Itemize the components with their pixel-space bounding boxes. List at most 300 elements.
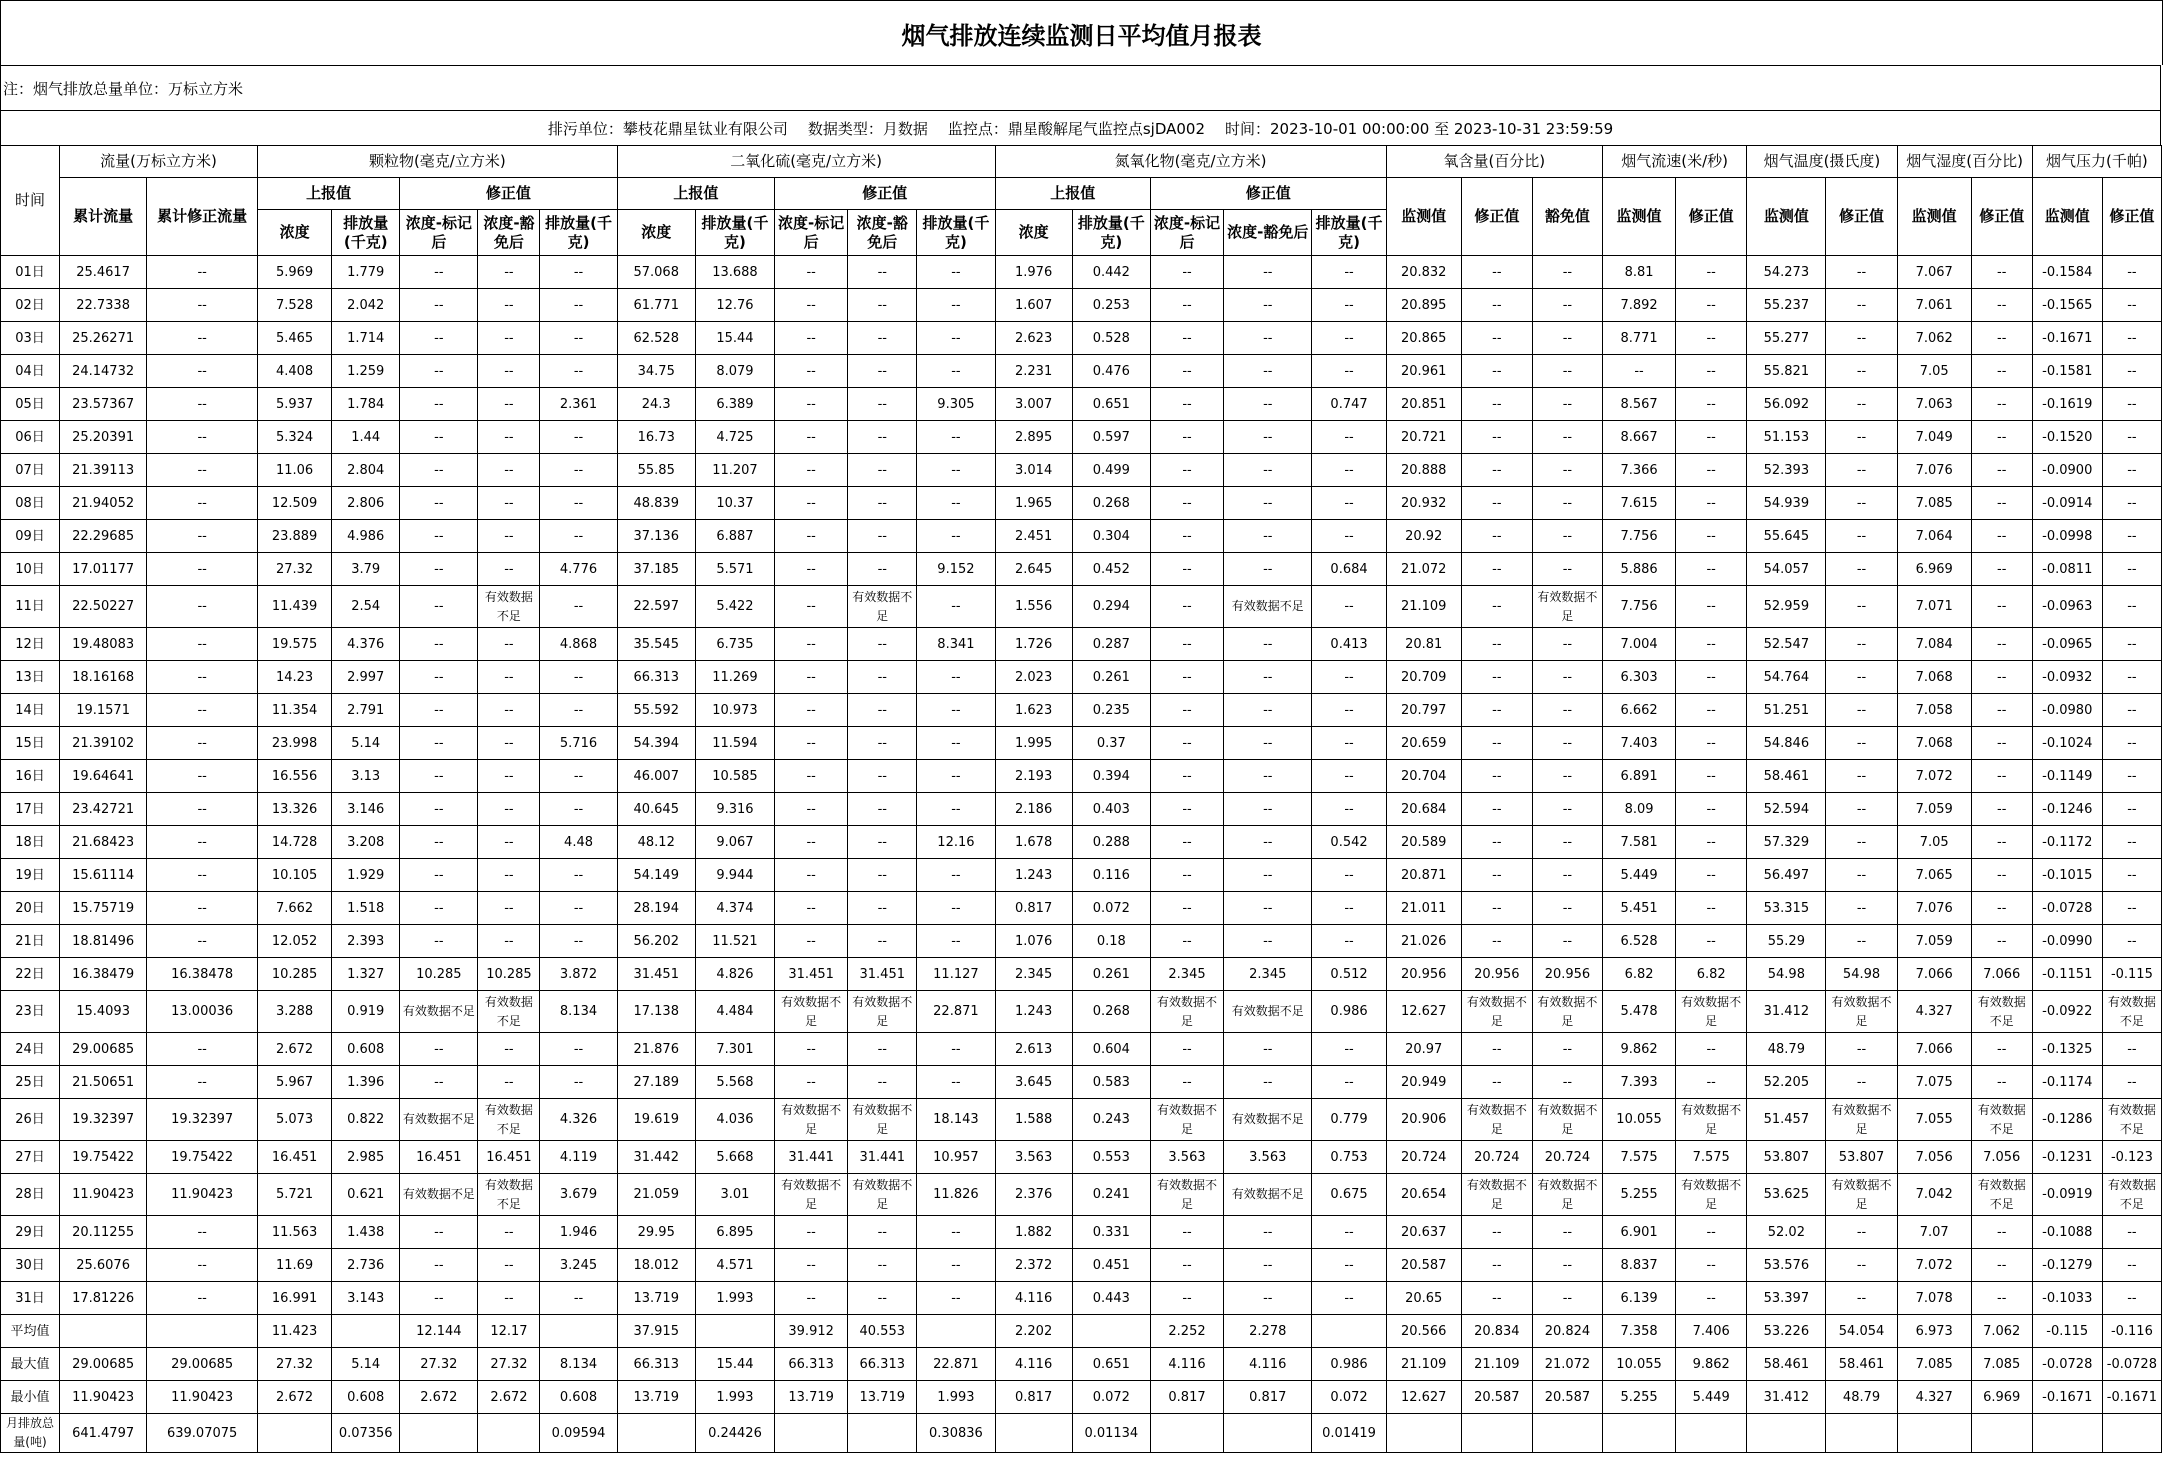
table-cell: 9.316 — [695, 793, 774, 826]
table-cell: -- — [1312, 454, 1386, 487]
table-cell: 有效数据不足 — [1150, 1174, 1223, 1216]
row-label: 最小值 — [1, 1381, 60, 1414]
table-cell: 20.566 — [1386, 1315, 1461, 1348]
table-cell: -- — [400, 1066, 478, 1099]
table-cell: -- — [917, 1249, 995, 1282]
pm-conc-exempt: 浓度-豁免后 — [478, 210, 540, 256]
table-cell: -- — [2102, 925, 2161, 958]
table-cell: 16.451 — [478, 1141, 540, 1174]
table-cell: 23.889 — [258, 520, 332, 553]
table-cell: 37.185 — [617, 553, 695, 586]
table-cell: 20.932 — [1386, 487, 1461, 520]
table-cell: -- — [1224, 355, 1312, 388]
table-cell: -- — [1826, 454, 1897, 487]
table-cell — [1224, 1414, 1312, 1453]
table-cell: -- — [2102, 859, 2161, 892]
row-label: 01日 — [1, 256, 60, 289]
table-cell: -- — [540, 661, 617, 694]
table-cell: -- — [1971, 289, 2032, 322]
table-cell: -- — [478, 421, 540, 454]
table-cell: -- — [1312, 727, 1386, 760]
row-label: 02日 — [1, 289, 60, 322]
table-cell: -- — [2102, 388, 2161, 421]
table-cell: -- — [1461, 454, 1532, 487]
table-cell: 20.851 — [1386, 388, 1461, 421]
table-cell: 4.116 — [1224, 1348, 1312, 1381]
table-cell: 0.443 — [1072, 1282, 1150, 1315]
table-cell: 2.042 — [332, 289, 400, 322]
pm-corr-emission: 排放量(千克) — [540, 210, 617, 256]
table-cell: 8.771 — [1602, 322, 1675, 355]
so2-corr-emission: 排放量(千克) — [917, 210, 995, 256]
table-cell: -- — [1461, 256, 1532, 289]
table-cell: 6.82 — [1602, 958, 1675, 991]
table-row — [1, 289, 2162, 322]
table-cell: -- — [1150, 289, 1223, 322]
table-cell: 5.451 — [1602, 892, 1675, 925]
table-cell: -- — [1971, 388, 2032, 421]
table-cell: -- — [775, 1216, 848, 1249]
table-cell: -- — [1312, 1216, 1386, 1249]
table-cell: -- — [1971, 322, 2032, 355]
table-cell: 12.144 — [400, 1315, 478, 1348]
table-cell: 25.20391 — [59, 421, 146, 454]
table-cell: -- — [1461, 553, 1532, 586]
table-cell: -- — [848, 454, 917, 487]
table-cell: 有效数据不足 — [478, 1099, 540, 1141]
table-cell: -- — [1826, 628, 1897, 661]
table-cell: -- — [1224, 520, 1312, 553]
table-cell: -- — [540, 694, 617, 727]
table-cell: -- — [848, 892, 917, 925]
table-cell: -- — [1826, 388, 1897, 421]
table-cell: -- — [1312, 586, 1386, 628]
temp-corr: 修正值 — [1826, 178, 1897, 256]
table-cell: 19.32397 — [59, 1099, 146, 1141]
table-cell: -- — [540, 925, 617, 958]
table-cell: -- — [775, 727, 848, 760]
table-cell — [1971, 1414, 2032, 1453]
table-cell: 7.064 — [1897, 520, 1971, 553]
row-label: 23日 — [1, 991, 60, 1033]
table-cell: 有效数据不足 — [1826, 1099, 1897, 1141]
table-cell: 5.422 — [695, 586, 774, 628]
col-flow: 流量(万标立方米) — [59, 146, 257, 178]
table-cell: -- — [1971, 256, 2032, 289]
table-cell: -- — [147, 322, 258, 355]
table-cell: 53.226 — [1747, 1315, 1826, 1348]
table-cell: -- — [848, 322, 917, 355]
table-cell: -- — [1971, 1249, 2032, 1282]
table-cell: 8.134 — [540, 1348, 617, 1381]
table-cell: -- — [848, 727, 917, 760]
table-cell: 54.939 — [1747, 487, 1826, 520]
table-cell: 11.594 — [695, 727, 774, 760]
table-cell: 5.449 — [1602, 859, 1675, 892]
pres-measured: 监测值 — [2032, 178, 2102, 256]
col-nox: 氮氧化物(毫克/立方米) — [995, 146, 1386, 178]
table-cell: -- — [1971, 520, 2032, 553]
row-label: 最大值 — [1, 1348, 60, 1381]
table-cell: 4.036 — [695, 1099, 774, 1141]
table-cell: 有效数据不足 — [1532, 586, 1602, 628]
table-cell: 52.547 — [1747, 628, 1826, 661]
table-cell: 22.871 — [917, 1348, 995, 1381]
table-cell: 21.68423 — [59, 826, 146, 859]
table-cell: -- — [478, 1249, 540, 1282]
table-row — [1, 925, 2162, 958]
table-cell: 51.251 — [1747, 694, 1826, 727]
table-cell: -0.0728 — [2032, 892, 2102, 925]
table-cell: 5.967 — [258, 1066, 332, 1099]
table-cell: -0.1520 — [2032, 421, 2102, 454]
table-cell: -- — [147, 520, 258, 553]
summary-row — [1, 1315, 2162, 1348]
table-cell: 16.451 — [400, 1141, 478, 1174]
table-cell: -- — [400, 892, 478, 925]
table-cell: 7.049 — [1897, 421, 1971, 454]
table-cell: 20.587 — [1386, 1249, 1461, 1282]
table-cell: 0.747 — [1312, 388, 1386, 421]
table-cell: 6.969 — [1897, 553, 1971, 586]
table-cell: 3.146 — [332, 793, 400, 826]
table-cell: 0.261 — [1072, 958, 1150, 991]
table-cell: -- — [540, 289, 617, 322]
table-cell — [775, 1414, 848, 1453]
table-cell: 4.408 — [258, 355, 332, 388]
table-cell: -- — [147, 388, 258, 421]
table-cell: -- — [1532, 454, 1602, 487]
table-cell: -- — [1150, 1033, 1223, 1066]
table-cell: 8.09 — [1602, 793, 1675, 826]
table-cell: -- — [1312, 520, 1386, 553]
table-cell: -- — [1532, 1216, 1602, 1249]
table-cell: 39.912 — [775, 1315, 848, 1348]
table-cell: -- — [1461, 1249, 1532, 1282]
table-cell: -- — [917, 760, 995, 793]
table-cell: 1.995 — [995, 727, 1072, 760]
table-cell: -- — [478, 1033, 540, 1066]
table-cell: 4.868 — [540, 628, 617, 661]
table-cell: 0.817 — [995, 892, 1072, 925]
table-cell: -- — [1224, 727, 1312, 760]
table-cell: -- — [1676, 355, 1747, 388]
table-cell: 0.684 — [1312, 553, 1386, 586]
table-cell: 4.326 — [540, 1099, 617, 1141]
table-cell: 10.957 — [917, 1141, 995, 1174]
table-cell: 20.956 — [1532, 958, 1602, 991]
table-cell: 19.1571 — [59, 694, 146, 727]
table-cell: 0.30836 — [917, 1414, 995, 1453]
table-cell: 1.993 — [695, 1282, 774, 1315]
table-cell: -- — [147, 1216, 258, 1249]
table-cell: 有效数据不足 — [1676, 1099, 1747, 1141]
table-cell: 21.072 — [1386, 553, 1461, 586]
table-cell: 7.056 — [1971, 1141, 2032, 1174]
table-cell: 21.011 — [1386, 892, 1461, 925]
table-cell: -0.1565 — [2032, 289, 2102, 322]
table-cell: -- — [478, 661, 540, 694]
table-cell: 12.052 — [258, 925, 332, 958]
table-cell: -- — [2102, 727, 2161, 760]
table-cell: -0.1149 — [2032, 760, 2102, 793]
table-cell: 2.372 — [995, 1249, 1072, 1282]
table-cell: 7.004 — [1602, 628, 1675, 661]
table-cell: 3.79 — [332, 553, 400, 586]
table-cell: -- — [147, 892, 258, 925]
table-cell: -- — [478, 760, 540, 793]
table-cell: 3.645 — [995, 1066, 1072, 1099]
row-label: 22日 — [1, 958, 60, 991]
table-cell: 54.846 — [1747, 727, 1826, 760]
table-cell: -- — [2102, 892, 2161, 925]
table-cell: -0.1033 — [2032, 1282, 2102, 1315]
table-cell: -- — [917, 487, 995, 520]
table-cell: 7.575 — [1602, 1141, 1675, 1174]
so2-conc: 浓度 — [617, 210, 695, 256]
table-cell: -- — [400, 1216, 478, 1249]
table-cell: -- — [1312, 859, 1386, 892]
table-cell: 0.553 — [1072, 1141, 1150, 1174]
table-cell: 0.608 — [540, 1381, 617, 1414]
table-cell: 1.784 — [332, 388, 400, 421]
pm-corrected: 修正值 — [400, 178, 617, 210]
table-cell: -0.1671 — [2102, 1381, 2161, 1414]
table-cell: -- — [1312, 694, 1386, 727]
table-cell: 7.406 — [1676, 1315, 1747, 1348]
table-cell: -- — [775, 586, 848, 628]
row-label: 04日 — [1, 355, 60, 388]
table-cell — [1747, 1414, 1826, 1453]
table-cell: 0.817 — [1224, 1381, 1312, 1414]
table-cell: 21.50651 — [59, 1066, 146, 1099]
table-cell: -- — [1224, 892, 1312, 925]
table-cell: -- — [775, 553, 848, 586]
table-cell: -- — [848, 826, 917, 859]
col-time: 时间 — [1, 146, 60, 256]
table-cell: -- — [400, 421, 478, 454]
table-cell: -- — [147, 859, 258, 892]
table-cell: -- — [1461, 892, 1532, 925]
table-cell: 1.946 — [540, 1216, 617, 1249]
table-row — [1, 628, 2162, 661]
table-cell: -- — [1224, 925, 1312, 958]
table-cell: 2.895 — [995, 421, 1072, 454]
table-cell: 23.998 — [258, 727, 332, 760]
table-cell: 2.393 — [332, 925, 400, 958]
table-cell: -- — [1602, 355, 1675, 388]
table-cell — [617, 1414, 695, 1453]
table-cell: 14.728 — [258, 826, 332, 859]
table-cell: -- — [540, 322, 617, 355]
table-cell: 2.736 — [332, 1249, 400, 1282]
table-cell: 20.587 — [1532, 1381, 1602, 1414]
table-cell: -- — [478, 520, 540, 553]
table-cell: -- — [1461, 793, 1532, 826]
table-cell: 1.714 — [332, 322, 400, 355]
table-cell: 9.862 — [1676, 1348, 1747, 1381]
table-cell: 10.285 — [478, 958, 540, 991]
table-cell: -- — [1971, 925, 2032, 958]
table-cell: 7.066 — [1897, 1033, 1971, 1066]
table-cell: 8.079 — [695, 355, 774, 388]
table-cell: -- — [1971, 727, 2032, 760]
table-cell: -- — [1532, 1282, 1602, 1315]
table-cell: -- — [1676, 322, 1747, 355]
table-cell: 7.056 — [1897, 1141, 1971, 1174]
col-so2: 二氧化硫(毫克/立方米) — [617, 146, 995, 178]
table-cell: 1.607 — [995, 289, 1072, 322]
table-cell: -- — [1461, 520, 1532, 553]
table-cell: 20.659 — [1386, 727, 1461, 760]
table-cell: -0.0998 — [2032, 520, 2102, 553]
table-cell: 19.575 — [258, 628, 332, 661]
table-cell: -- — [1224, 760, 1312, 793]
table-cell: 15.75719 — [59, 892, 146, 925]
table-cell: -- — [1676, 454, 1747, 487]
emission-table — [0, 145, 2162, 1453]
table-cell: 20.589 — [1386, 826, 1461, 859]
row-label: 05日 — [1, 388, 60, 421]
table-row — [1, 1174, 2162, 1216]
table-cell: -- — [1461, 628, 1532, 661]
table-cell: -- — [478, 826, 540, 859]
table-cell: 6.139 — [1602, 1282, 1675, 1315]
table-cell: -- — [1224, 256, 1312, 289]
table-cell: 61.771 — [617, 289, 695, 322]
table-cell — [332, 1315, 400, 1348]
table-cell: -- — [775, 322, 848, 355]
table-cell: 21.059 — [617, 1174, 695, 1216]
table-cell: -- — [400, 859, 478, 892]
table-cell: 7.059 — [1897, 793, 1971, 826]
table-cell: -- — [1676, 727, 1747, 760]
table-cell: -- — [1676, 694, 1747, 727]
table-cell: -0.1246 — [2032, 793, 2102, 826]
table-cell: -- — [1532, 553, 1602, 586]
table-cell — [1461, 1414, 1532, 1453]
o2-corr: 修正值 — [1461, 178, 1532, 256]
table-cell: 11.439 — [258, 586, 332, 628]
table-cell: -- — [1971, 793, 2032, 826]
table-cell: -- — [1150, 793, 1223, 826]
table-cell: 7.066 — [1971, 958, 2032, 991]
table-cell: 10.285 — [258, 958, 332, 991]
table-cell: -- — [2102, 760, 2161, 793]
table-cell: -- — [1461, 1216, 1532, 1249]
table-cell: 13.326 — [258, 793, 332, 826]
table-cell: 1.882 — [995, 1216, 1072, 1249]
table-cell: 40.645 — [617, 793, 695, 826]
table-cell: 0.241 — [1072, 1174, 1150, 1216]
table-cell: 3.208 — [332, 826, 400, 859]
table-cell: -- — [1971, 421, 2032, 454]
table-cell: -- — [1826, 925, 1897, 958]
table-cell: 8.567 — [1602, 388, 1675, 421]
table-cell: 20.97 — [1386, 1033, 1461, 1066]
table-cell: -- — [1532, 1249, 1602, 1282]
table-cell: 27.32 — [478, 1348, 540, 1381]
table-cell: 5.14 — [332, 1348, 400, 1381]
table-cell: -0.1671 — [2032, 1381, 2102, 1414]
table-cell: 14.23 — [258, 661, 332, 694]
table-cell: 2.361 — [540, 388, 617, 421]
table-cell: 有效数据不足 — [1826, 991, 1897, 1033]
table-cell: 9.067 — [695, 826, 774, 859]
table-cell: -- — [1826, 487, 1897, 520]
table-cell: 53.807 — [1826, 1141, 1897, 1174]
table-cell: -- — [400, 1282, 478, 1315]
vel-corr: 修正值 — [1676, 178, 1747, 256]
monitor-point: 监控点：鼎星酸解尾气监控点sjDA002 — [947, 119, 1206, 138]
table-cell: 0.597 — [1072, 421, 1150, 454]
table-cell: -- — [1224, 1216, 1312, 1249]
table-cell: -- — [1676, 826, 1747, 859]
table-cell: 18.143 — [917, 1099, 995, 1141]
table-cell: 15.4093 — [59, 991, 146, 1033]
table-cell: -- — [1826, 1249, 1897, 1282]
table-cell: -- — [1461, 727, 1532, 760]
table-cell: 20.587 — [1461, 1381, 1532, 1414]
table-cell — [1826, 1414, 1897, 1453]
table-cell: -- — [1461, 355, 1532, 388]
table-cell: -- — [2102, 661, 2161, 694]
table-cell: 13.688 — [695, 256, 774, 289]
table-cell: 7.063 — [1897, 388, 1971, 421]
table-cell: 66.313 — [617, 1348, 695, 1381]
table-cell: -- — [147, 793, 258, 826]
table-cell — [2032, 1414, 2102, 1453]
table-cell: 0.604 — [1072, 1033, 1150, 1066]
table-cell: -- — [1224, 1066, 1312, 1099]
table-cell: 16.73 — [617, 421, 695, 454]
table-cell: -- — [478, 793, 540, 826]
table-cell: 37.915 — [617, 1315, 695, 1348]
table-cell: 11.563 — [258, 1216, 332, 1249]
table-cell: 0.235 — [1072, 694, 1150, 727]
table-cell: 55.237 — [1747, 289, 1826, 322]
table-cell: -- — [1312, 760, 1386, 793]
table-cell: 有效数据不足 — [1224, 1174, 1312, 1216]
table-cell: -- — [400, 727, 478, 760]
table-cell: 0.01134 — [1072, 1414, 1150, 1453]
table-cell: -- — [2102, 322, 2161, 355]
table-cell: 5.478 — [1602, 991, 1675, 1033]
table-cell: 5.668 — [695, 1141, 774, 1174]
table-cell: 24.3 — [617, 388, 695, 421]
table-cell: 24.14732 — [59, 355, 146, 388]
row-label: 28日 — [1, 1174, 60, 1216]
table-cell: 20.724 — [1532, 1141, 1602, 1174]
table-cell: -0.123 — [2102, 1141, 2161, 1174]
table-cell: 有效数据不足 — [1224, 1099, 1312, 1141]
so2-emission: 排放量(千克) — [695, 210, 774, 256]
table-cell: 20.654 — [1386, 1174, 1461, 1216]
table-cell: 7.528 — [258, 289, 332, 322]
table-cell: 48.839 — [617, 487, 695, 520]
table-cell: 1.243 — [995, 991, 1072, 1033]
table-cell: -- — [848, 388, 917, 421]
table-cell: 20.961 — [1386, 355, 1461, 388]
table-cell: 20.949 — [1386, 1066, 1461, 1099]
table-cell: 37.136 — [617, 520, 695, 553]
table-cell: 11.423 — [258, 1315, 332, 1348]
table-cell: -- — [775, 661, 848, 694]
row-label: 30日 — [1, 1249, 60, 1282]
table-cell: 25.26271 — [59, 322, 146, 355]
table-cell: 20.724 — [1461, 1141, 1532, 1174]
table-cell: -- — [917, 727, 995, 760]
